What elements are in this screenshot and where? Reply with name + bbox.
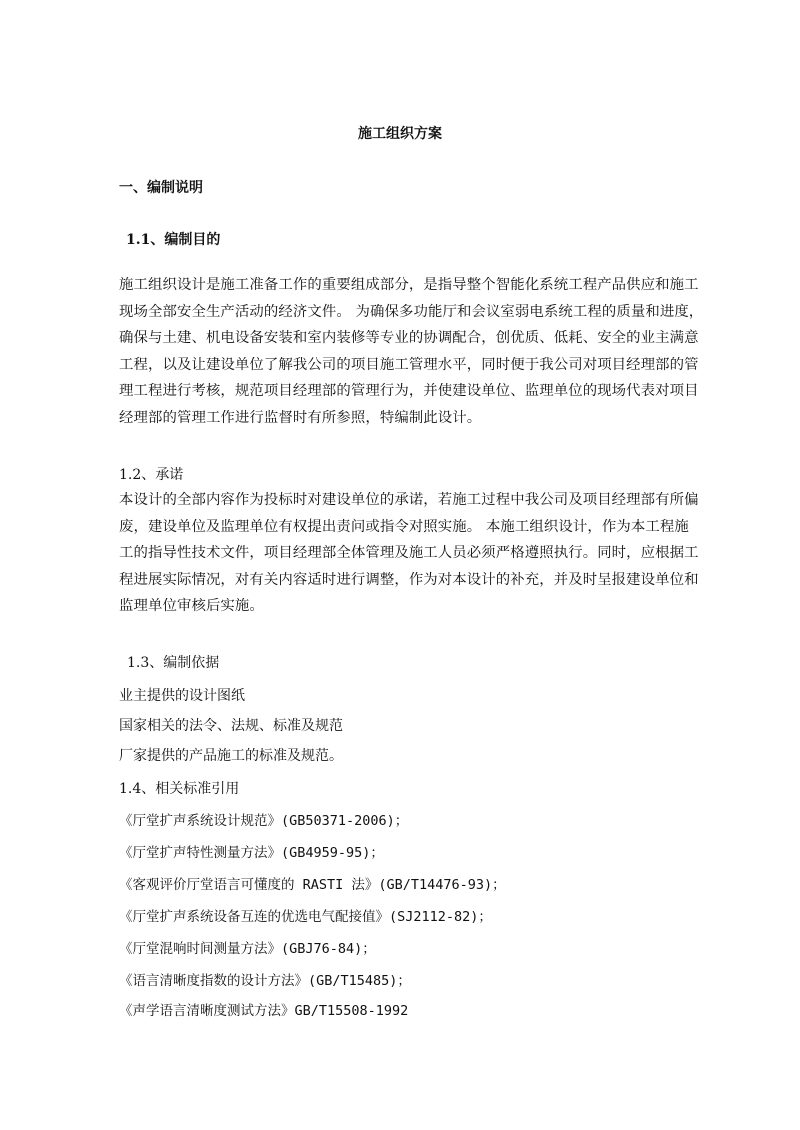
standard-item: 《客观评价厅堂语言可懂度的 RASTI 法》(GB/T14476-93)； bbox=[119, 877, 506, 893]
subsection-heading-1-2: 1.2、承诺 bbox=[119, 467, 184, 483]
paragraph-line: 施工组织设计是施工准备工作的重要组成部分，是指导整个智能化系统工程产品供应和施工 bbox=[119, 277, 699, 293]
paragraph-purpose bbox=[119, 272, 704, 432]
standard-item: 《厅堂扩声特性测量方法》(GB4959-95)； bbox=[119, 845, 384, 861]
paragraph-line: 经理部的管理工作进行监督时有所参照，特编制此设计。 bbox=[119, 409, 482, 426]
paragraph-commitment bbox=[119, 487, 699, 620]
paragraph-line: 确保与土建、机电设备安装和室内装修等专业的协调配合，创优质、低耗、安全的业主满意 bbox=[119, 330, 699, 347]
standard-item: 《声学语言清晰度测试方法》GB/T15508-1992 bbox=[119, 1003, 409, 1019]
basis-item: 业主提供的设计图纸 bbox=[119, 688, 245, 704]
paragraph-line: 工的指导性技术文件，项目经理部全体管理及施工人员必须严格遵照执行。同时，应根据工 bbox=[119, 545, 699, 562]
basis-item: 厂家提供的产品施工的标准及规范。 bbox=[119, 748, 343, 764]
section-heading-1: 一、编制说明 bbox=[119, 180, 203, 196]
paragraph-line: 理工程进行考核，规范项目经理部的管理行为，并使建设单位、监理单位的现场代表对项目 bbox=[119, 383, 699, 400]
paragraph-line: 废，建设单位及监理单位有权提出责问或指令对照实施。 本施工组织设计，作为本工程施 bbox=[119, 518, 689, 535]
standard-item: 《语言清晰度指数的设计方法》(GB/T15485)； bbox=[119, 973, 411, 989]
paragraph-line: 现场全部安全生产活动的经济文件。 为确保多功能厅和会议室弱电系统工程的质量和进度， bbox=[119, 303, 704, 320]
standard-item: 《厅堂扩声系统设备互连的优选电气配接值》(SJ2112-82)； bbox=[119, 909, 492, 925]
standard-item: 《厅堂混响时间测量方法》(GBJ76-84)； bbox=[119, 941, 376, 957]
document-title: 施工组织方案 bbox=[358, 126, 442, 142]
subsection-heading-1-4: 1.4、相关标准引用 bbox=[119, 781, 240, 797]
paragraph-line: 本设计的全部内容作为投标时对建设单位的承诺，若施工过程中我公司及项目经理部有所偏 bbox=[119, 492, 699, 508]
basis-item: 国家相关的法令、法规、标准及规范 bbox=[119, 718, 343, 734]
paragraph-line: 程进展实际情况，对有关内容适时进行调整，作为对本设计的补充，并及时呈报建设单位和 bbox=[119, 571, 699, 588]
subsection-heading-1-1: 1.1、编制目的 bbox=[126, 232, 221, 248]
paragraph-line: 工程，以及让建设单位了解我公司的项目施工管理水平，同时便于我公司对项目经理部的管 bbox=[119, 356, 699, 373]
paragraph-line: 监理单位审核后实施。 bbox=[119, 598, 264, 615]
standard-item: 《厅堂扩声系统设计规范》(GB50371-2006)； bbox=[119, 813, 409, 829]
subsection-heading-1-3: 1.3、编制依据 bbox=[127, 655, 220, 671]
